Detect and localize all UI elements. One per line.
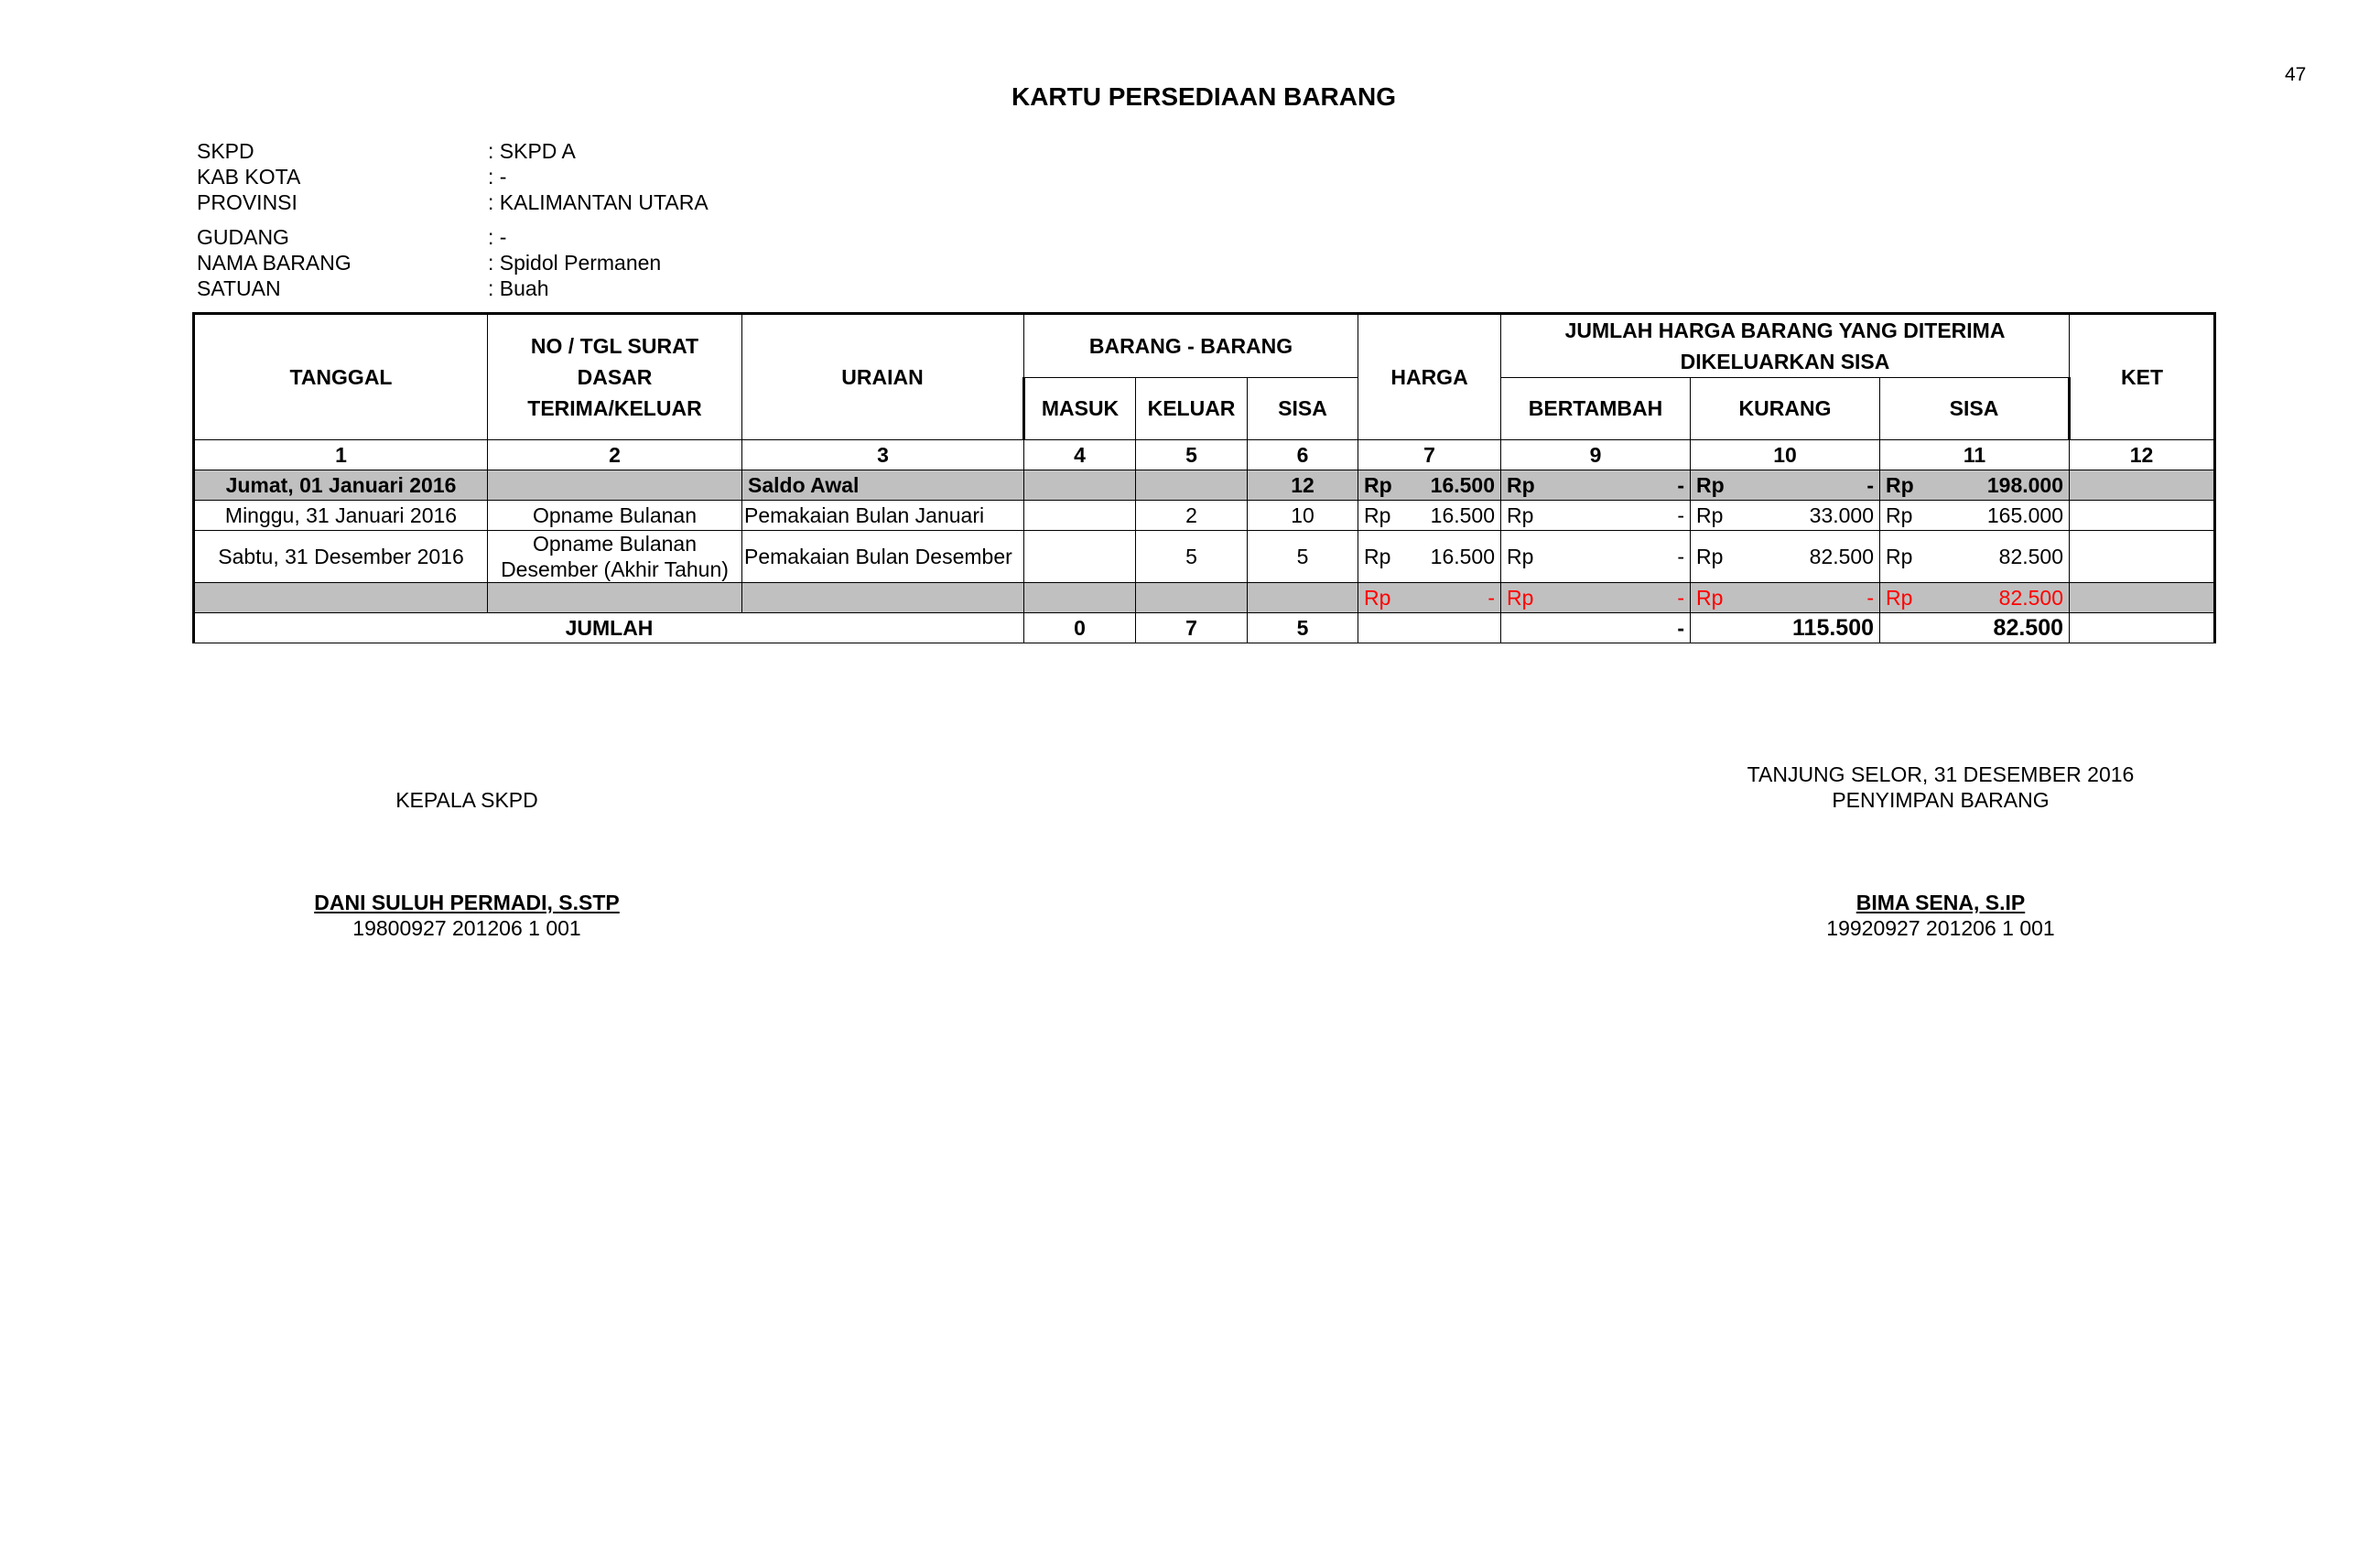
currency-label: Rp [1886, 502, 1913, 527]
cell-surat [488, 470, 742, 501]
signature-title: PENYIMPAN BARANG [1832, 788, 2050, 812]
cell-ket [2070, 583, 2215, 613]
info-gudang [197, 224, 506, 250]
currency-label: Rp [1507, 502, 1534, 527]
header-ket: KET [2070, 314, 2215, 440]
cell-sisa: 12 [1248, 470, 1358, 501]
cell-tanggal: Jumat, 01 Januari 2016 [194, 470, 488, 501]
amount: - [1677, 472, 1685, 497]
column-number: 5 [1136, 440, 1248, 470]
column-number: 7 [1358, 440, 1501, 470]
currency-label: Rp [1696, 585, 1724, 610]
signature-name: BIMA SENA, S.IP [1855, 891, 2026, 914]
cell-sisa [1248, 583, 1358, 613]
total-sisa-harga: 82.500 [1880, 613, 2070, 643]
info-satuan [197, 276, 549, 301]
cell-sisa-harga [1880, 531, 2070, 583]
info-value: : Buah [488, 276, 549, 300]
cell-masuk [1024, 501, 1136, 531]
column-number: 4 [1024, 440, 1136, 470]
cell-sisa: 5 [1248, 531, 1358, 583]
currency-label: Rp [1364, 585, 1391, 610]
header-harga: HARGA [1358, 314, 1501, 440]
header-keluar: KELUAR [1136, 378, 1248, 440]
amount: - [1677, 544, 1685, 568]
cell-bertambah [1501, 470, 1691, 501]
header-no-tgl-surat: NO / TGL SURAT DASAR TERIMA/KELUAR [488, 314, 742, 440]
currency-label: Rp [1507, 544, 1534, 568]
amount: - [1866, 472, 1875, 497]
info-provinsi [197, 189, 709, 215]
currency-label: Rp [1886, 544, 1913, 568]
amount: 16.500 [1430, 544, 1496, 568]
signature-place-date: TANJUNG SELOR, 31 DESEMBER 2016 [1747, 762, 2135, 786]
table-row [194, 583, 2215, 613]
signature-left [302, 787, 632, 941]
header-sisa: SISA [1248, 378, 1358, 440]
column-number: 3 [742, 440, 1024, 470]
info-label: GUDANG [197, 225, 289, 249]
cell-masuk [1024, 470, 1136, 501]
currency-label: Rp [1696, 472, 1725, 497]
amount: 82.500 [1809, 544, 1875, 568]
currency-label: Rp [1886, 585, 1913, 610]
cell-bertambah [1501, 583, 1691, 613]
cell-tanggal: Minggu, 31 Januari 2016 [194, 501, 488, 531]
info-value: : SKPD A [488, 139, 576, 163]
column-number: 11 [1880, 440, 2070, 470]
currency-label: Rp [1886, 472, 1914, 497]
page-title: KARTU PERSEDIAAN BARANG [1011, 82, 1396, 111]
cell-keluar: 5 [1136, 531, 1248, 583]
cell-masuk [1024, 583, 1136, 613]
cell-kurang [1691, 501, 1880, 531]
column-number-row [194, 440, 2215, 470]
cell-bertambah [1501, 531, 1691, 583]
amount: 33.000 [1809, 502, 1875, 527]
column-number: 10 [1691, 440, 1880, 470]
cell-ket [2070, 531, 2215, 583]
header-tanggal: TANGGAL [194, 314, 488, 440]
header-sisa-harga: SISA [1880, 378, 2070, 440]
cell-sisa-harga [1880, 470, 2070, 501]
cell-sisa: 10 [1248, 501, 1358, 531]
column-number: 9 [1501, 440, 1691, 470]
cell-keluar: 2 [1136, 501, 1248, 531]
inventory-table [192, 312, 2216, 643]
currency-label: Rp [1364, 472, 1392, 497]
amount: 82.500 [1998, 585, 2064, 610]
total-masuk: 0 [1024, 613, 1136, 643]
page-number: 47 [2285, 64, 2307, 85]
cell-harga [1358, 470, 1501, 501]
total-ket [2070, 613, 2215, 643]
cell-surat [488, 583, 742, 613]
cell-kurang [1691, 531, 1880, 583]
cell-kurang [1691, 583, 1880, 613]
table-row [194, 470, 2215, 501]
cell-sisa-harga [1880, 583, 2070, 613]
cell-masuk [1024, 531, 1136, 583]
amount: - [1488, 585, 1496, 610]
currency-label: Rp [1364, 502, 1391, 527]
column-number: 6 [1248, 440, 1358, 470]
cell-uraian: Pemakaian Bulan Desember [742, 531, 1024, 583]
cell-bertambah [1501, 501, 1691, 531]
signature-title: KEPALA SKPD [395, 788, 538, 812]
total-harga [1358, 613, 1501, 643]
info-value: : Spidol Permanen [488, 251, 662, 275]
info-kab-kota [197, 164, 506, 189]
info-label: SKPD [197, 139, 254, 163]
total-kurang: 115.500 [1691, 613, 1880, 643]
cell-surat: Opname Bulanan [488, 501, 742, 531]
signature-nip: 19800927 201206 1 001 [352, 916, 581, 940]
header-masuk: MASUK [1024, 378, 1136, 440]
cell-sisa-harga [1880, 501, 2070, 531]
header-bertambah: BERTAMBAH [1501, 378, 1691, 440]
cell-keluar [1136, 470, 1248, 501]
info-label: SATUAN [197, 276, 281, 300]
cell-ket [2070, 501, 2215, 531]
currency-label: Rp [1507, 585, 1534, 610]
amount: - [1866, 585, 1875, 610]
total-keluar: 7 [1136, 613, 1248, 643]
total-bertambah: - [1501, 613, 1691, 643]
cell-tanggal: Sabtu, 31 Desember 2016 [194, 531, 488, 583]
amount: 198.000 [1986, 472, 2064, 497]
info-label: PROVINSI [197, 190, 298, 214]
cell-harga [1358, 501, 1501, 531]
signature-right [1721, 762, 2160, 941]
column-number: 2 [488, 440, 742, 470]
info-nama-barang [197, 250, 661, 276]
column-number: 1 [194, 440, 488, 470]
currency-label: Rp [1364, 544, 1391, 568]
cell-tanggal [194, 583, 488, 613]
info-label: NAMA BARANG [197, 251, 352, 275]
header-barang-barang: BARANG - BARANG [1024, 314, 1358, 378]
amount: 165.000 [1986, 502, 2064, 527]
cell-harga [1358, 583, 1501, 613]
amount: - [1677, 585, 1685, 610]
total-sisa: 5 [1248, 613, 1358, 643]
header-jumlah-harga: JUMLAH HARGA BARANG YANG DITERIMA DIKELUARKAN SISA [1501, 314, 2070, 378]
info-label: KAB KOTA [197, 165, 301, 189]
currency-label: Rp [1507, 472, 1535, 497]
signature-name: DANI SULUH PERMADI, S.STP [314, 891, 620, 914]
cell-surat: Opname Bulanan Desember (Akhir Tahun) [488, 531, 742, 583]
signature-nip: 19920927 201206 1 001 [1826, 916, 2055, 940]
info-value: : KALIMANTAN UTARA [488, 190, 709, 214]
info-value: : - [488, 165, 507, 189]
table-row [194, 531, 2215, 583]
header-kurang: KURANG [1691, 378, 1880, 440]
amount: 82.500 [1998, 544, 2064, 568]
currency-label: Rp [1696, 544, 1724, 568]
amount: 16.500 [1430, 502, 1496, 527]
info-skpd [197, 138, 576, 164]
total-label: JUMLAH [194, 613, 1024, 643]
cell-kurang [1691, 470, 1880, 501]
currency-label: Rp [1696, 502, 1724, 527]
amount: - [1677, 502, 1685, 527]
table-row [194, 501, 2215, 531]
amount: 16.500 [1430, 472, 1496, 497]
cell-harga [1358, 531, 1501, 583]
info-value: : - [488, 225, 507, 249]
total-row [194, 613, 2215, 643]
column-number: 12 [2070, 440, 2215, 470]
cell-ket [2070, 470, 2215, 501]
cell-uraian: Saldo Awal [742, 470, 1024, 501]
header-uraian: URAIAN [742, 314, 1024, 440]
cell-uraian: Pemakaian Bulan Januari [742, 501, 1024, 531]
cell-uraian [742, 583, 1024, 613]
cell-keluar [1136, 583, 1248, 613]
